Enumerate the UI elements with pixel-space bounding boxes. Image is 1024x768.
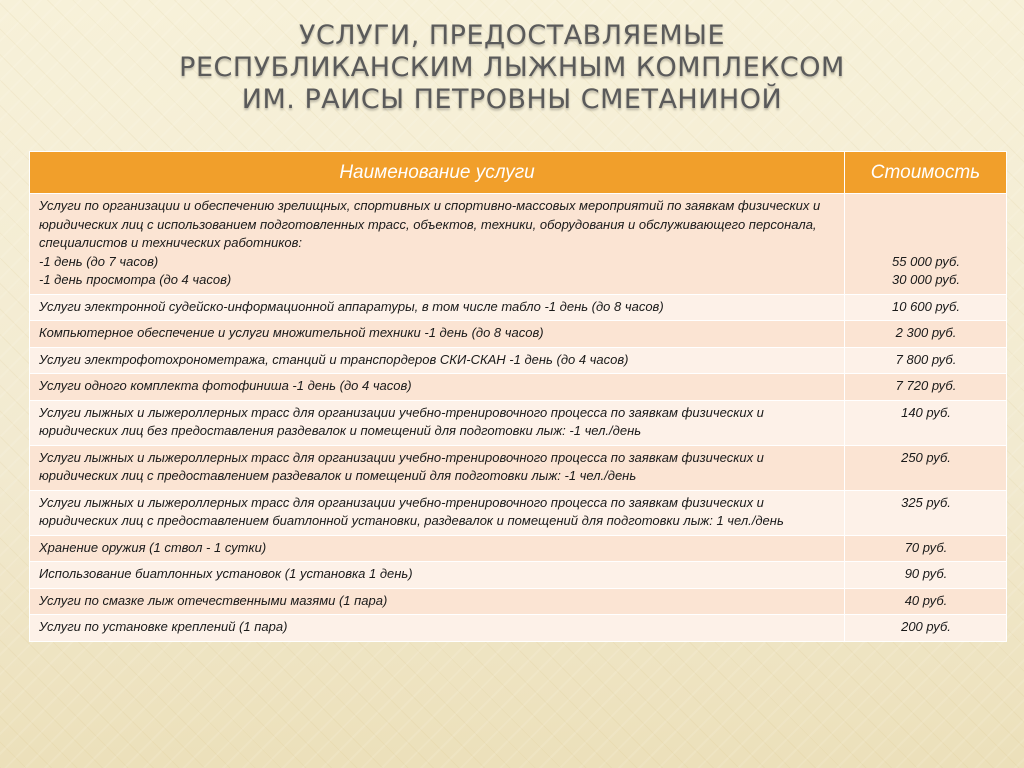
service-name-cell: Услуги лыжных и лыжероллерных трасс для организации учебно-тренировочного процесса по заявкам физических и юридических лиц с предоставлением биатлонной установки, раздевалок и помещений для подготовки лыж: 1 чел./день: [30, 490, 845, 535]
table-row: [30, 562, 1007, 589]
table-row: [30, 294, 1007, 321]
service-cost-cell: 7 800 руб.: [845, 347, 1007, 374]
service-cost-cell: 40 руб.: [845, 588, 1007, 615]
service-name-cell: Хранение оружия (1 ствол - 1 сутки): [30, 535, 845, 562]
service-cost-cell: 70 руб.: [845, 535, 1007, 562]
service-name-cell: Услуги по организации и обеспечению зрелищных, спортивных и спортивно-массовых мероприятий по заявкам физических и юридических лиц с использованием подготовленных трасс, объектов, техники, оборудования и обслуживающего персонала, специалистов и технических работников: -1 день (до 7 часов) -1 день просмотра (до 4 часов): [30, 194, 845, 295]
page-title-line-1: УСЛУГИ, ПРЕДОСТАВЛЯЕМЫЕ: [298, 20, 726, 51]
service-cost-cell: 90 руб.: [845, 562, 1007, 589]
service-name-cell: Услуги лыжных и лыжероллерных трасс для организации учебно-тренировочного процесса по заявкам физических и юридических лиц с предоставлением раздевалок и помещений для подготовки лыж: -1 чел./день: [30, 445, 845, 490]
table-row: [30, 194, 1007, 295]
service-cost-cell: 250 руб.: [845, 445, 1007, 490]
services-table-container: [29, 151, 1006, 642]
table-row: [30, 400, 1007, 445]
service-cost-cell: 325 руб.: [845, 490, 1007, 535]
service-name-cell: Услуги электрофотохронометража, станций и транспордеров СКИ-СКАН -1 день (до 4 часов): [30, 347, 845, 374]
table-row: [30, 588, 1007, 615]
page-title-line-2: РЕСПУБЛИКАНСКИМ ЛЫЖНЫМ КОМПЛЕКСОМ: [179, 52, 845, 83]
table-row: [30, 490, 1007, 535]
table-row: [30, 535, 1007, 562]
page-title: [0, 20, 1024, 116]
table-header-row: [30, 152, 1007, 194]
services-price-table: [29, 151, 1007, 642]
table-row: [30, 374, 1007, 401]
service-cost-cell: 200 руб.: [845, 615, 1007, 642]
service-name-cell: Услуги одного комплекта фотофиниша -1 день (до 4 часов): [30, 374, 845, 401]
service-cost-cell: 10 600 руб.: [845, 294, 1007, 321]
table-row: [30, 615, 1007, 642]
service-cost-cell: 2 300 руб.: [845, 321, 1007, 348]
service-cost-cell: 55 000 руб. 30 000 руб.: [845, 194, 1007, 295]
service-name-cell: Услуги по установке креплений (1 пара): [30, 615, 845, 642]
service-name-cell: Компьютерное обеспечение и услуги множительной техники -1 день (до 8 часов): [30, 321, 845, 348]
service-name-cell: Услуги лыжных и лыжероллерных трасс для организации учебно-тренировочного процесса по заявкам физических и юридических лиц без предоставления раздевалок и помещений для подготовки лыж: -1 чел./день: [30, 400, 845, 445]
service-name-cell: Использование биатлонных установок (1 установка 1 день): [30, 562, 845, 589]
table-row: [30, 445, 1007, 490]
header-service-name: Наименование услуги: [30, 152, 845, 194]
service-name-cell: Услуги электронной судейско-информационной аппаратуры, в том числе табло -1 день (до 8 часов): [30, 294, 845, 321]
service-cost-cell: 140 руб.: [845, 400, 1007, 445]
table-row: [30, 321, 1007, 348]
page-title-line-3: ИМ. РАИСЫ ПЕТРОВНЫ СМЕТАНИНОЙ: [241, 84, 783, 115]
header-cost: Стоимость: [845, 152, 1007, 194]
service-cost-cell: 7 720 руб.: [845, 374, 1007, 401]
service-name-cell: Услуги по смазке лыж отечественными мазями (1 пара): [30, 588, 845, 615]
table-row: [30, 347, 1007, 374]
